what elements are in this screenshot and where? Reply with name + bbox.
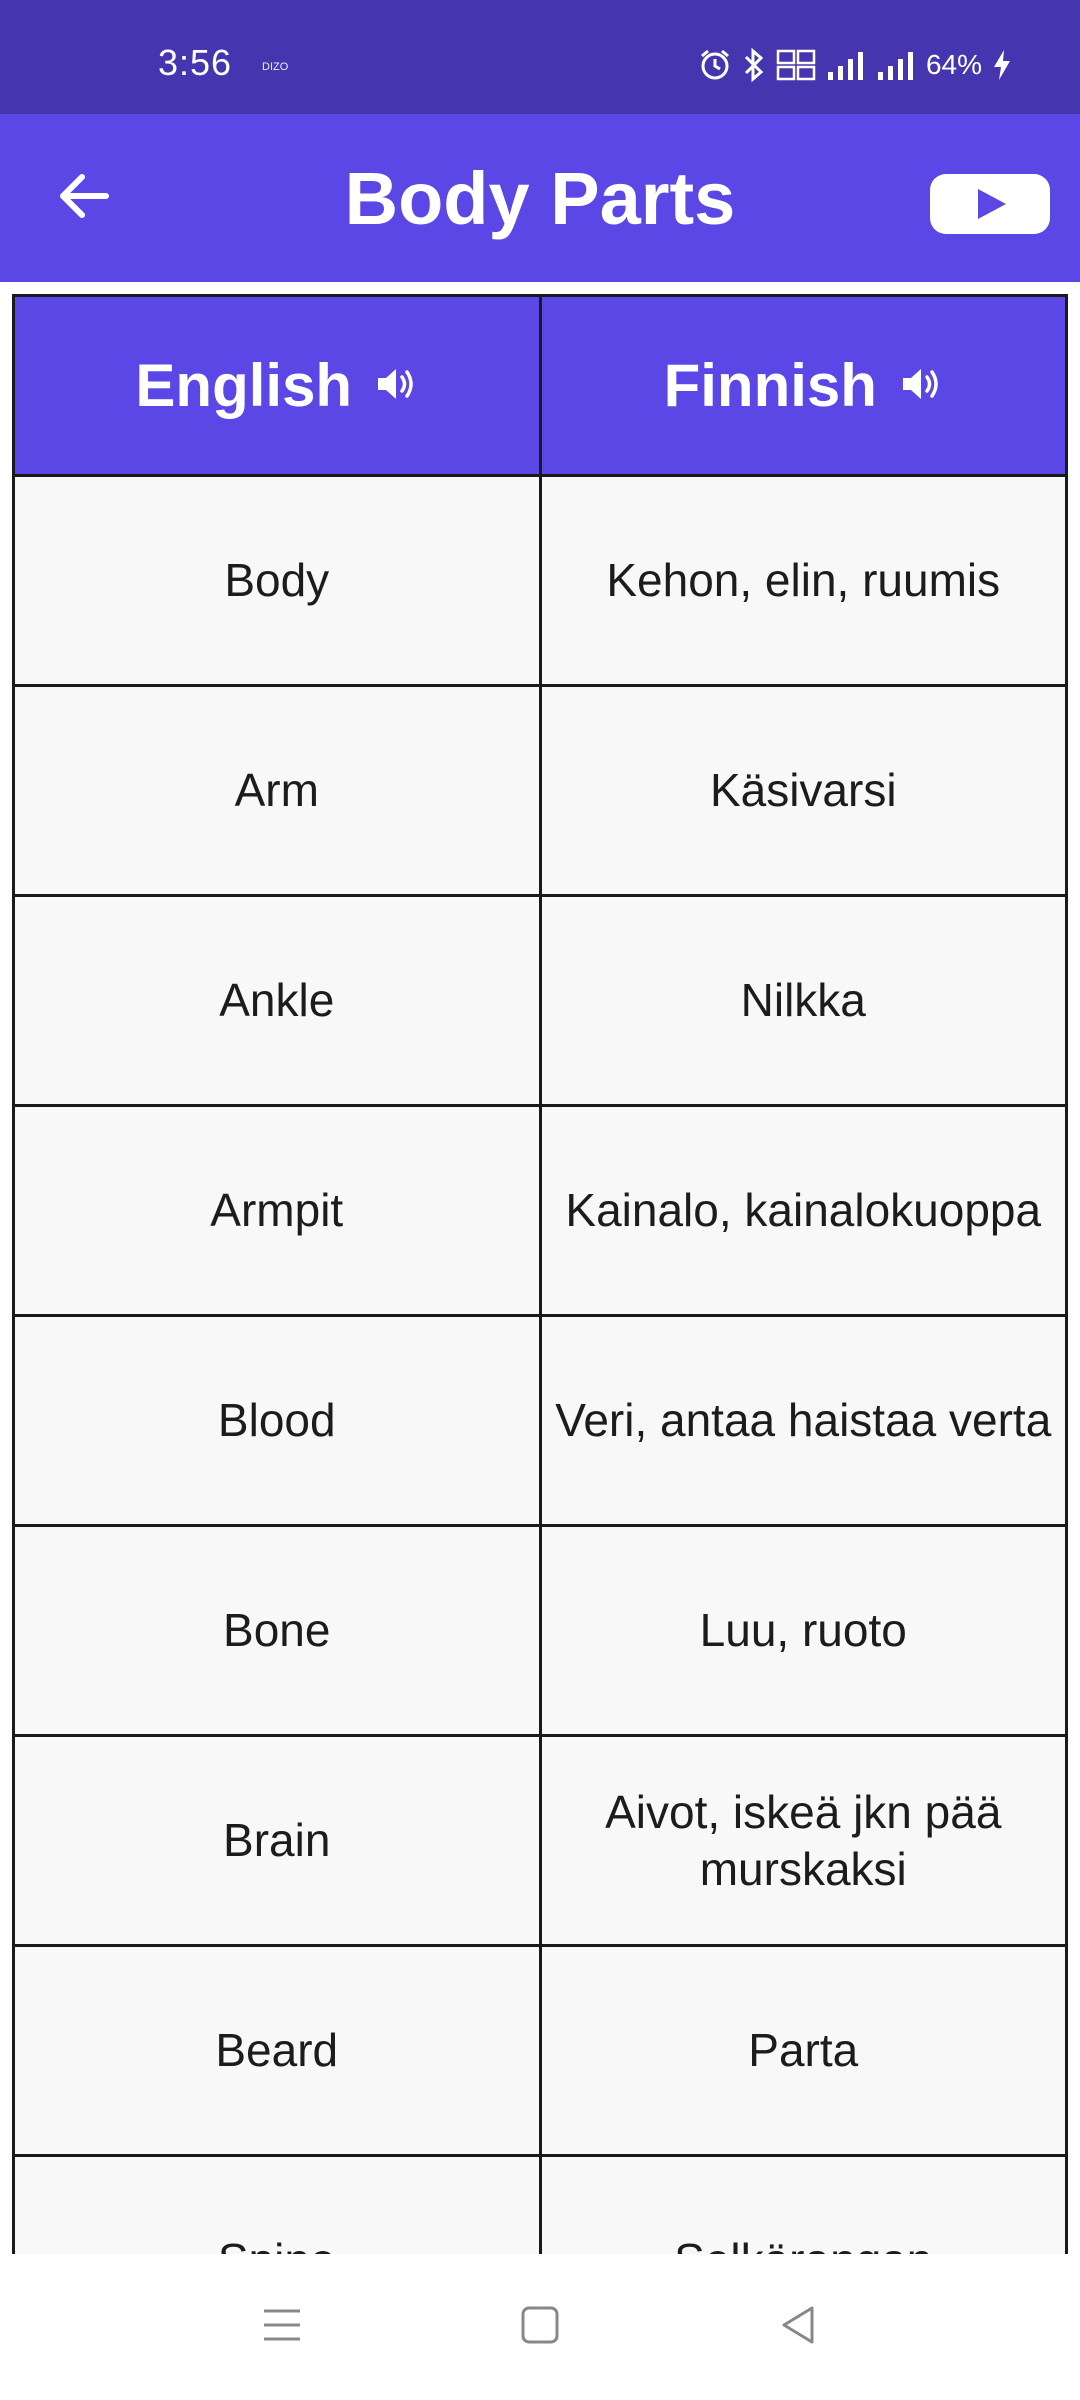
cell-english[interactable]: Ankle [14, 896, 541, 1106]
cell-finnish[interactable]: Parta [540, 1946, 1067, 2156]
recents-button[interactable] [247, 2292, 317, 2362]
header-english[interactable] [14, 296, 541, 476]
header-finnish[interactable] [540, 296, 1067, 476]
signal-icon [876, 50, 916, 80]
home-square-icon [520, 2305, 560, 2350]
table-row[interactable] [14, 686, 1067, 896]
table-row[interactable] [14, 896, 1067, 1106]
cell-english[interactable]: Bone [14, 1526, 541, 1736]
battery-percent: 64% [925, 49, 982, 80]
table-row[interactable] [14, 1736, 1067, 1946]
vocabulary-table-container[interactable] [12, 294, 1068, 2254]
app-bar [0, 114, 1080, 282]
home-button[interactable] [505, 2292, 575, 2362]
table-row[interactable] [14, 1316, 1067, 1526]
table-header-row [14, 296, 1067, 476]
cell-english[interactable]: Body [14, 476, 541, 686]
status-icons [698, 48, 1012, 82]
system-nav-bar [0, 2254, 1080, 2400]
cell-english[interactable]: Brain [14, 1736, 541, 1946]
status-carrier: DIZO [262, 61, 289, 73]
speaker-icon[interactable] [899, 351, 943, 420]
cell-english[interactable]: Blood [14, 1316, 541, 1526]
alarm-icon [698, 48, 732, 82]
table-row[interactable] [14, 476, 1067, 686]
page-title: Body Parts [344, 157, 736, 240]
table-row[interactable] [14, 1526, 1067, 1736]
status-bar [0, 0, 1080, 114]
header-finnish-label: Finnish [663, 352, 877, 419]
speaker-icon[interactable] [374, 351, 418, 420]
signal-icon [826, 50, 866, 80]
status-time: 3:56 [158, 42, 233, 83]
youtube-button[interactable] [928, 172, 1052, 236]
cell-finnish[interactable]: Kainalo, kainalokuoppa [540, 1106, 1067, 1316]
cell-finnish[interactable]: Kehon, elin, ruumis [540, 476, 1067, 686]
cell-finnish[interactable]: Luu, ruoto [540, 1526, 1067, 1736]
cell-finnish[interactable]: Käsivarsi [540, 686, 1067, 896]
cell-english[interactable]: Armpit [14, 1106, 541, 1316]
bluetooth-icon [742, 48, 766, 82]
cell-english[interactable]: Arm [14, 686, 541, 896]
volte-icon [776, 48, 816, 82]
header-english-label: English [135, 352, 353, 419]
menu-icon [262, 2307, 302, 2348]
cell-finnish[interactable]: Aivot, iskeä jkn pää murskaksi [540, 1736, 1067, 1946]
cell-english[interactable]: Beard [14, 1946, 541, 2156]
youtube-icon [928, 223, 1052, 240]
table-row[interactable] [14, 1106, 1067, 1316]
back-triangle-icon [778, 2304, 818, 2351]
cell-finnish[interactable]: Nilkka [540, 896, 1067, 1106]
vocabulary-table [12, 294, 1068, 2367]
charging-icon [992, 49, 1012, 81]
table-row[interactable] [14, 1946, 1067, 2156]
cell-finnish[interactable]: Veri, antaa haistaa verta [540, 1316, 1067, 1526]
back-nav-button[interactable] [763, 2292, 833, 2362]
